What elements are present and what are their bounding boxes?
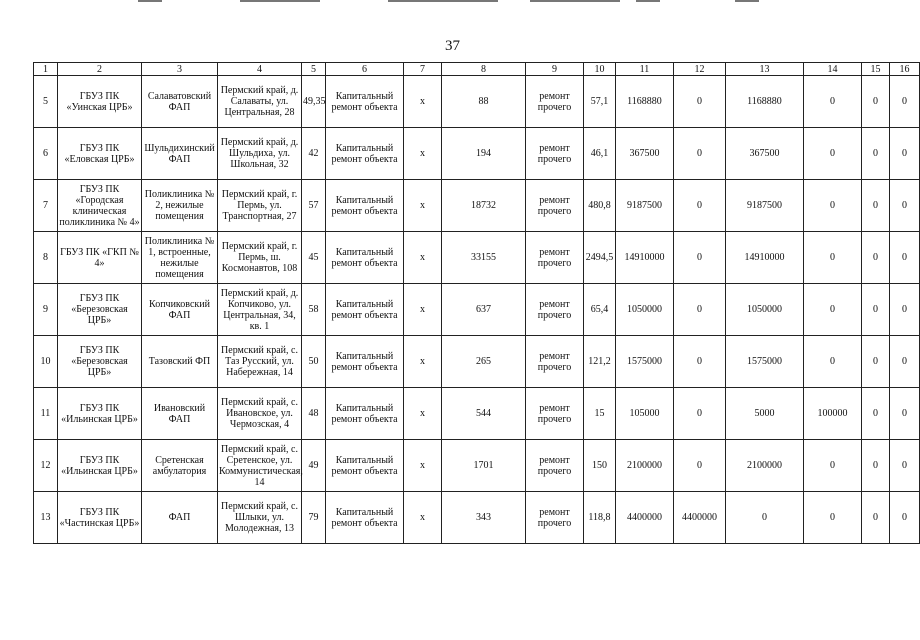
column-number: 16: [890, 63, 920, 76]
institution-name: ГБУЗ ПК «Березовская ЦРБ»: [58, 336, 142, 388]
col-7-mark: x: [404, 76, 442, 128]
work-type: Капитальный ремонт объекта: [326, 336, 404, 388]
column-number: 1: [34, 63, 58, 76]
work-kind: ремонт прочего: [526, 336, 584, 388]
table-row: [34, 336, 920, 388]
col-14-amount: 0: [804, 440, 862, 492]
column-number: 4: [218, 63, 302, 76]
col-13-amount: 5000: [726, 388, 804, 440]
col-13-amount: 9187500: [726, 180, 804, 232]
col-15-amount: 0: [862, 76, 890, 128]
col-11-amount: 14910000: [616, 232, 674, 284]
row-number: 13: [34, 492, 58, 544]
institution-name: ГБУЗ ПК «Еловская ЦРБ»: [58, 128, 142, 180]
col-13-amount: 0: [726, 492, 804, 544]
col-5-value: 50: [302, 336, 326, 388]
col-8-value: 33155: [442, 232, 526, 284]
col-16-amount: 0: [890, 180, 920, 232]
work-type: Капитальный ремонт объекта: [326, 180, 404, 232]
col-16-amount: 0: [890, 128, 920, 180]
col-13-amount: 1168880: [726, 76, 804, 128]
row-number: 11: [34, 388, 58, 440]
col-13-amount: 1050000: [726, 284, 804, 336]
work-kind: ремонт прочего: [526, 284, 584, 336]
work-kind: ремонт прочего: [526, 180, 584, 232]
column-number: 2: [58, 63, 142, 76]
col-13-amount: 367500: [726, 128, 804, 180]
col-15-amount: 0: [862, 388, 890, 440]
col-11-amount: 367500: [616, 128, 674, 180]
column-number: 10: [584, 63, 616, 76]
table-row: [34, 232, 920, 284]
col-15-amount: 0: [862, 440, 890, 492]
column-number-row: [34, 63, 920, 76]
col-15-amount: 0: [862, 336, 890, 388]
object-address: Пермский край, г. Пермь, ш. Космонавтов, 108: [218, 232, 302, 284]
institution-name: ГБУЗ ПК «Ильинская ЦРБ»: [58, 440, 142, 492]
object-name: Ивановский ФАП: [142, 388, 218, 440]
work-type: Капитальный ремонт объекта: [326, 76, 404, 128]
column-number: 13: [726, 63, 804, 76]
object-address: Пермский край, с. Таз Русский, ул. Набережная, 14: [218, 336, 302, 388]
row-number: 6: [34, 128, 58, 180]
scan-artifact-line: [735, 0, 759, 2]
col-11-amount: 9187500: [616, 180, 674, 232]
work-type: Капитальный ремонт объекта: [326, 284, 404, 336]
col-11-amount: 1575000: [616, 336, 674, 388]
scan-artifact-line: [240, 0, 320, 2]
work-type: Капитальный ремонт объекта: [326, 232, 404, 284]
col-14-amount: 0: [804, 336, 862, 388]
col-14-amount: 100000: [804, 388, 862, 440]
scan-artifact-line: [636, 0, 660, 2]
object-name: Поликлиника № 2, нежилые помещения: [142, 180, 218, 232]
object-name: Шульдихинский ФАП: [142, 128, 218, 180]
col-8-value: 343: [442, 492, 526, 544]
object-address: Пермский край, д. Шульдиха, ул. Школьная, 32: [218, 128, 302, 180]
column-number: 8: [442, 63, 526, 76]
col-7-mark: x: [404, 180, 442, 232]
col-15-amount: 0: [862, 180, 890, 232]
col-14-amount: 0: [804, 128, 862, 180]
object-name: Сретенская амбулатория: [142, 440, 218, 492]
column-number: 15: [862, 63, 890, 76]
col-7-mark: x: [404, 388, 442, 440]
scan-artifact-line: [388, 0, 498, 2]
col-16-amount: 0: [890, 440, 920, 492]
col-14-amount: 0: [804, 180, 862, 232]
work-kind: ремонт прочего: [526, 440, 584, 492]
col-5-value: 57: [302, 180, 326, 232]
work-kind: ремонт прочего: [526, 76, 584, 128]
col-13-amount: 1575000: [726, 336, 804, 388]
scan-artifact-line: [138, 0, 162, 2]
col-5-value: 48: [302, 388, 326, 440]
col-12-amount: 0: [674, 128, 726, 180]
col-8-value: 544: [442, 388, 526, 440]
row-number: 9: [34, 284, 58, 336]
object-address: Пермский край, с. Шлыки, ул. Молодежная, 13: [218, 492, 302, 544]
col-10-value: 46,1: [584, 128, 616, 180]
col-16-amount: 0: [890, 388, 920, 440]
column-number: 7: [404, 63, 442, 76]
col-14-amount: 0: [804, 492, 862, 544]
col-13-amount: 14910000: [726, 232, 804, 284]
column-number: 11: [616, 63, 674, 76]
row-number: 10: [34, 336, 58, 388]
col-7-mark: x: [404, 284, 442, 336]
col-8-value: 194: [442, 128, 526, 180]
object-name: Тазовский ФП: [142, 336, 218, 388]
institution-name: ГБУЗ ПК «Городская клиническая поликлиника № 4»: [58, 180, 142, 232]
object-address: Пермский край, г. Пермь, ул. Транспортная, 27: [218, 180, 302, 232]
column-number: 6: [326, 63, 404, 76]
col-11-amount: 2100000: [616, 440, 674, 492]
object-name: Салаватовский ФАП: [142, 76, 218, 128]
col-11-amount: 4400000: [616, 492, 674, 544]
col-7-mark: x: [404, 440, 442, 492]
col-10-value: 15: [584, 388, 616, 440]
col-5-value: 49,35: [302, 76, 326, 128]
col-10-value: 2494,5: [584, 232, 616, 284]
col-10-value: 57,1: [584, 76, 616, 128]
col-10-value: 480,8: [584, 180, 616, 232]
col-16-amount: 0: [890, 492, 920, 544]
column-number: 3: [142, 63, 218, 76]
column-number: 5: [302, 63, 326, 76]
col-15-amount: 0: [862, 284, 890, 336]
col-10-value: 150: [584, 440, 616, 492]
col-15-amount: 0: [862, 232, 890, 284]
col-10-value: 118,8: [584, 492, 616, 544]
table-row: [34, 180, 920, 232]
col-7-mark: x: [404, 232, 442, 284]
work-kind: ремонт прочего: [526, 232, 584, 284]
col-12-amount: 4400000: [674, 492, 726, 544]
object-name: Поликлиника № 1, встроенные, нежилые помещения: [142, 232, 218, 284]
col-14-amount: 0: [804, 76, 862, 128]
institution-name: ГБУЗ ПК «ГКП № 4»: [58, 232, 142, 284]
col-10-value: 65,4: [584, 284, 616, 336]
institution-name: ГБУЗ ПК «Уинская ЦРБ»: [58, 76, 142, 128]
object-address: Пермский край, д. Салаваты, ул. Центральная, 28: [218, 76, 302, 128]
table-row: [34, 388, 920, 440]
col-8-value: 18732: [442, 180, 526, 232]
col-15-amount: 0: [862, 128, 890, 180]
table-row: [34, 128, 920, 180]
object-address: Пермский край, д. Копчиково, ул. Центральная, 34, кв. 1: [218, 284, 302, 336]
object-address: Пермский край, с. Сретенское, ул. Коммунистическая, 14: [218, 440, 302, 492]
object-name: ФАП: [142, 492, 218, 544]
col-12-amount: 0: [674, 180, 726, 232]
col-14-amount: 0: [804, 284, 862, 336]
work-kind: ремонт прочего: [526, 492, 584, 544]
col-11-amount: 1168880: [616, 76, 674, 128]
col-16-amount: 0: [890, 232, 920, 284]
col-12-amount: 0: [674, 284, 726, 336]
table-row: [34, 284, 920, 336]
col-8-value: 88: [442, 76, 526, 128]
repair-objects-table: [33, 62, 920, 544]
table-row: [34, 76, 920, 128]
column-number: 9: [526, 63, 584, 76]
col-13-amount: 2100000: [726, 440, 804, 492]
col-16-amount: 0: [890, 76, 920, 128]
col-5-value: 45: [302, 232, 326, 284]
col-5-value: 49: [302, 440, 326, 492]
row-number: 8: [34, 232, 58, 284]
col-12-amount: 0: [674, 388, 726, 440]
scan-artifact-line: [530, 0, 620, 2]
col-11-amount: 105000: [616, 388, 674, 440]
col-5-value: 79: [302, 492, 326, 544]
row-number: 12: [34, 440, 58, 492]
table-row: [34, 440, 920, 492]
object-address: Пермский край, с. Ивановское, ул. Чермозская, 4: [218, 388, 302, 440]
col-5-value: 58: [302, 284, 326, 336]
col-12-amount: 0: [674, 76, 726, 128]
col-16-amount: 0: [890, 336, 920, 388]
col-11-amount: 1050000: [616, 284, 674, 336]
col-7-mark: x: [404, 128, 442, 180]
institution-name: ГБУЗ ПК «Березовская ЦРБ»: [58, 284, 142, 336]
col-8-value: 637: [442, 284, 526, 336]
work-type: Капитальный ремонт объекта: [326, 492, 404, 544]
col-12-amount: 0: [674, 232, 726, 284]
col-8-value: 1701: [442, 440, 526, 492]
col-14-amount: 0: [804, 232, 862, 284]
col-12-amount: 0: [674, 440, 726, 492]
table-row: [34, 492, 920, 544]
institution-name: ГБУЗ ПК «Частинская ЦРБ»: [58, 492, 142, 544]
column-number: 14: [804, 63, 862, 76]
row-number: 7: [34, 180, 58, 232]
page-number: 37: [445, 38, 460, 54]
col-10-value: 121,2: [584, 336, 616, 388]
col-5-value: 42: [302, 128, 326, 180]
work-kind: ремонт прочего: [526, 388, 584, 440]
object-name: Копчиковский ФАП: [142, 284, 218, 336]
col-16-amount: 0: [890, 284, 920, 336]
col-12-amount: 0: [674, 336, 726, 388]
work-type: Капитальный ремонт объекта: [326, 388, 404, 440]
col-8-value: 265: [442, 336, 526, 388]
institution-name: ГБУЗ ПК «Ильинская ЦРБ»: [58, 388, 142, 440]
work-type: Капитальный ремонт объекта: [326, 128, 404, 180]
row-number: 5: [34, 76, 58, 128]
col-7-mark: x: [404, 336, 442, 388]
work-kind: ремонт прочего: [526, 128, 584, 180]
work-type: Капитальный ремонт объекта: [326, 440, 404, 492]
col-7-mark: x: [404, 492, 442, 544]
column-number: 12: [674, 63, 726, 76]
col-15-amount: 0: [862, 492, 890, 544]
